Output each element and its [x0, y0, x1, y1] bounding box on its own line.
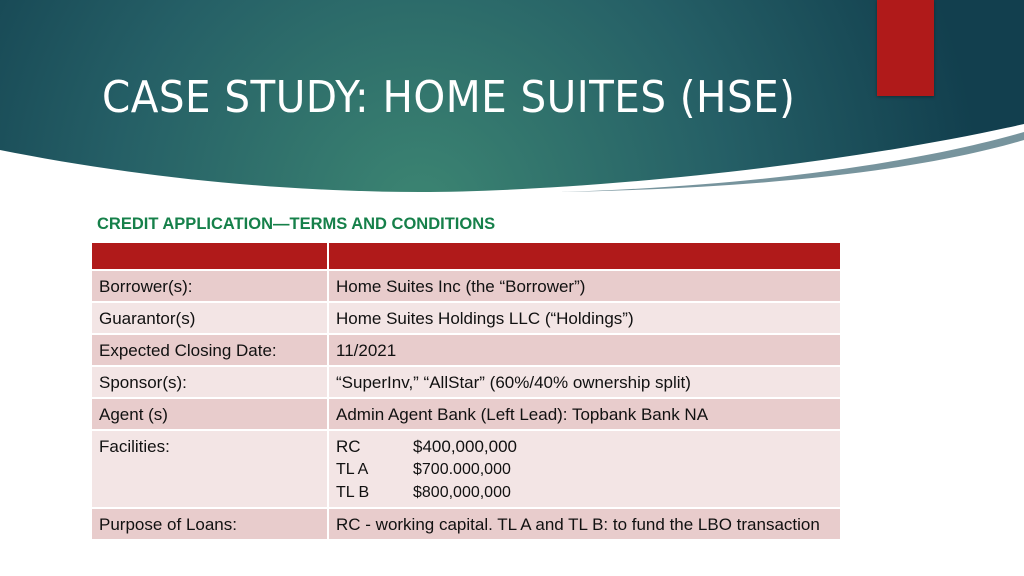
facility-amount: $400,000,000: [413, 437, 517, 456]
facility-name: TL A: [336, 461, 369, 478]
row-label: Guarantor(s): [91, 302, 328, 334]
facilities-value: [328, 430, 841, 508]
table-row: [91, 270, 841, 302]
table-header-cell: [328, 242, 841, 270]
row-label: Purpose of Loans:: [91, 508, 328, 540]
facility-amount: $800,000,000: [413, 484, 511, 501]
table-row: [91, 398, 841, 430]
row-label: Sponsor(s):: [91, 366, 328, 398]
row-value: [328, 508, 841, 540]
slide-title: CASE STUDY: HOME SUITES (HSE): [102, 72, 796, 123]
facility-name: RC: [336, 437, 361, 456]
facility-name: TL B: [336, 484, 370, 501]
row-label: Expected Closing Date:: [91, 334, 328, 366]
purpose-text: RC - working capital. TL A and TL B: to fund the LBO transaction: [336, 515, 820, 534]
table-header-row: [91, 242, 841, 270]
row-value: 11/2021: [328, 334, 841, 366]
row-value: “SuperInv,” “AllStar” (60%/40% ownership split): [328, 366, 841, 398]
facility-line: [336, 458, 833, 481]
facility-amount: $700.000,000: [413, 461, 511, 478]
terms-table: [90, 241, 842, 541]
table-row: [91, 366, 841, 398]
red-accent-tab: [877, 0, 934, 96]
table-row: [91, 508, 841, 540]
row-label: Agent (s): [91, 398, 328, 430]
table-header-cell: [91, 242, 328, 270]
table-row: [91, 302, 841, 334]
facilities-row: [91, 430, 841, 508]
row-label: Borrower(s):: [91, 270, 328, 302]
table-row: [91, 334, 841, 366]
facility-line: [336, 435, 833, 458]
facility-line: [336, 481, 833, 504]
row-value: Home Suites Inc (the “Borrower”): [328, 270, 841, 302]
section-heading: CREDIT APPLICATION—TERMS AND CONDITIONS: [97, 215, 496, 233]
row-value: Home Suites Holdings LLC (“Holdings”): [328, 302, 841, 334]
row-value: Admin Agent Bank (Left Lead): Topbank Bank NA: [328, 398, 841, 430]
row-label: Facilities:: [91, 430, 328, 508]
